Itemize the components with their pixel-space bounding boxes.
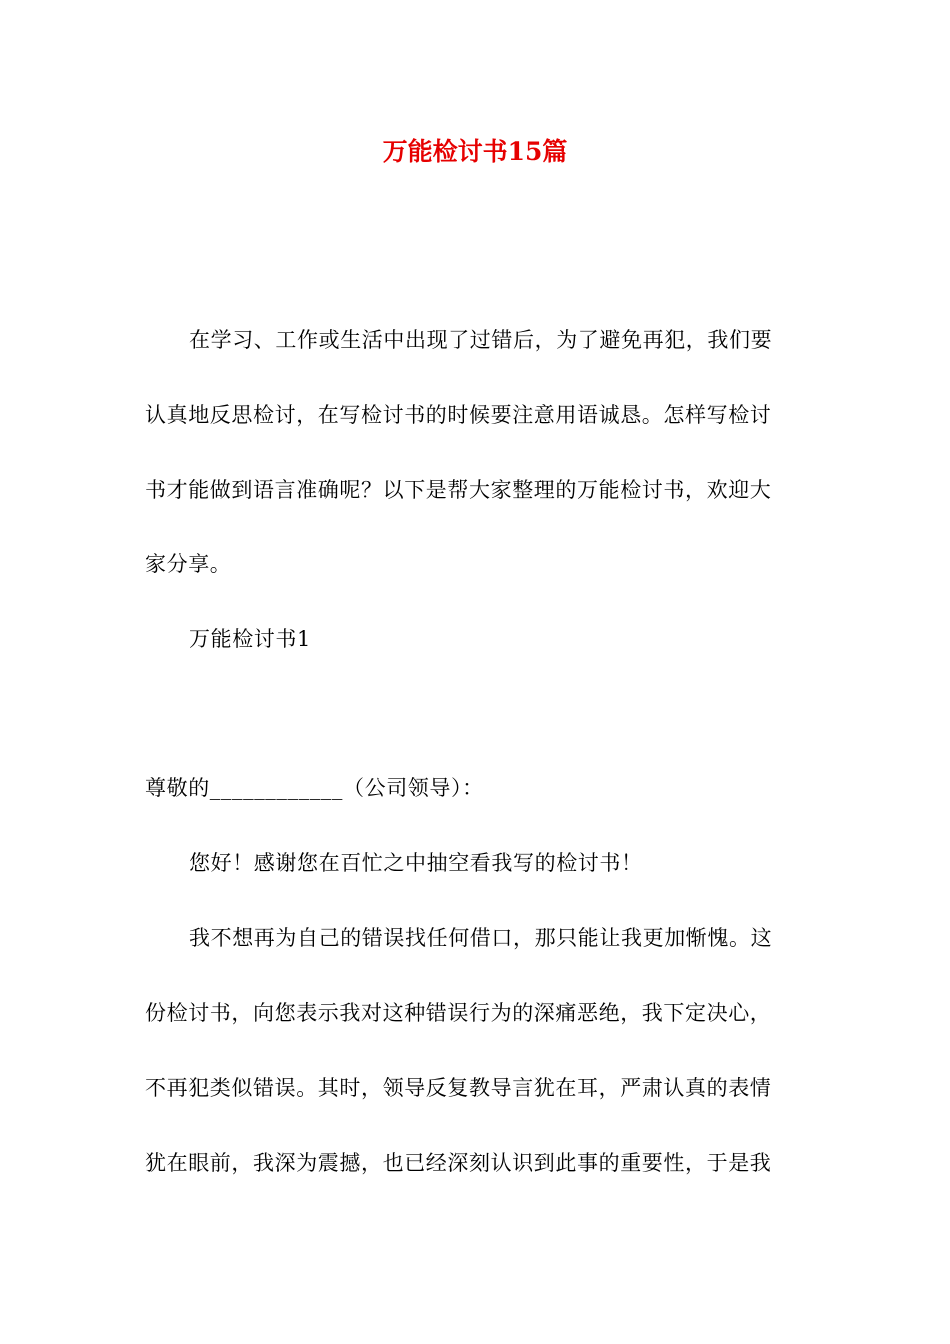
intro-line-1: 在学习、工作或生活中出现了过错后，为了避免再犯，我们要 [189, 328, 773, 352]
document-title: 万能检讨书15篇 [382, 137, 568, 166]
greeting: 您好！感谢您在百忙之中抽空看我写的检讨书！ [189, 851, 643, 875]
intro-line-3: 书才能做到语言准确呢？以下是帮大家整理的万能检讨书，欢迎大 [145, 478, 772, 502]
salutation: 尊敬的____________（公司领导）： [145, 776, 484, 800]
section-heading: 万能检讨书1 [189, 627, 311, 651]
body-line-3: 不再犯类似错误。其时，领导反复教导言犹在耳，严肃认真的表情 [145, 1076, 772, 1100]
body-line-1: 我不想再为自己的错误找任何借口，那只能让我更加惭愧。这 [189, 926, 773, 950]
intro-line-2: 认真地反思检讨，在写检讨书的时候要注意用语诚恳。怎样写检讨 [145, 403, 772, 427]
intro-line-4: 家分享。 [145, 552, 232, 576]
body-line-2: 份检讨书，向您表示我对这种错误行为的深痛恶绝，我下定决心， [145, 1001, 772, 1025]
body-line-4: 犹在眼前，我深为震撼，也已经深刻认识到此事的重要性，于是我 [145, 1151, 772, 1175]
